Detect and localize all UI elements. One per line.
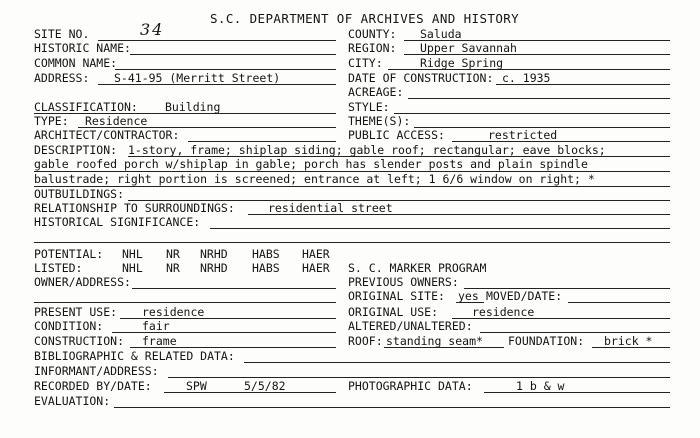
style-rule <box>394 113 670 114</box>
architect-rule <box>188 141 336 142</box>
listed-haer: HAER <box>302 261 330 275</box>
style-label: STYLE: <box>348 100 390 114</box>
address-rule <box>98 84 336 85</box>
address-value: S-41-95 (Merritt Street) <box>114 71 281 85</box>
moved-date-rule <box>568 302 670 303</box>
photographic-rule <box>484 392 670 393</box>
potential-nhl: NHL <box>122 247 143 261</box>
description-line-1: 1-story, frame; shiplap siding; gable roof; rectangular; eave blocks; <box>128 143 606 157</box>
type-label: TYPE: <box>34 114 69 128</box>
construction-value: frame <box>142 334 177 348</box>
acreage-label: ACREAGE: <box>348 85 404 99</box>
condition-label: CONDITION: <box>34 319 104 333</box>
bibliographic-label: BIBLIOGRAPHIC & RELATED DATA: <box>34 349 235 363</box>
relationship-value: residential street <box>268 201 393 215</box>
outbuildings-label: OUTBUILDINGS: <box>34 187 125 201</box>
altered-rule <box>480 332 670 333</box>
city-rule <box>388 69 670 70</box>
original-use-label: ORIGINAL USE: <box>348 305 439 319</box>
owner-label: OWNER/ADDRESS: <box>34 275 131 289</box>
potential-nr: NR <box>166 247 180 261</box>
city-value: Ridge Spring <box>420 56 504 70</box>
classification-label: CLASSIFICATION: <box>34 100 138 114</box>
evaluation-label: EVALUATION: <box>34 394 111 408</box>
county-label: COUNTY: <box>348 27 397 41</box>
listed-habs: HABS <box>252 261 280 275</box>
recorded-date: 5/5/82 <box>244 379 286 393</box>
date-construction-rule <box>496 84 670 85</box>
site-no-label: SITE NO. <box>34 27 90 41</box>
relationship-rule <box>248 214 670 215</box>
significance-label: HISTORICAL SIGNIFICANCE: <box>34 215 201 229</box>
classification-value: Building <box>165 100 221 114</box>
informant-rule <box>168 377 670 378</box>
relationship-label: RELATIONSHIP TO SURROUNDINGS: <box>34 201 235 215</box>
acreage-rule <box>408 98 670 99</box>
description-label: DESCRIPTION: <box>34 143 118 157</box>
common-name-rule <box>115 69 336 70</box>
potential-label: POTENTIAL: <box>34 247 104 261</box>
roof-label: ROOF: <box>348 334 383 348</box>
type-value: Residence <box>85 114 148 128</box>
bibliographic-rule <box>244 362 670 363</box>
original-use-rule <box>452 318 670 319</box>
roof-value: standing seam* <box>386 334 483 348</box>
construction-label: CONSTRUCTION: <box>34 334 125 348</box>
original-site-value: yes <box>458 289 479 303</box>
listed-nr: NR <box>166 261 180 275</box>
date-construction-value: c. 1935 <box>502 71 551 85</box>
original-site-rule <box>456 302 484 303</box>
condition-value: fair <box>142 319 170 333</box>
significance-rule-1 <box>210 228 670 229</box>
potential-haer: HAER <box>302 247 330 261</box>
address-label: ADDRESS: <box>34 71 90 85</box>
listed-nrhd: NRHD <box>200 261 228 275</box>
construction-rule <box>130 347 336 348</box>
date-construction-label: DATE OF CONSTRUCTION: <box>348 71 494 85</box>
previous-owners-label: PREVIOUS OWNERS: <box>348 275 459 289</box>
present-use-value: residence <box>142 305 205 319</box>
description-line-3: balustrade; right portion is screened; entrance at left; 1 6/6 window on right; * <box>34 172 595 186</box>
region-value: Upper Savannah <box>420 41 517 55</box>
site-no-rule <box>98 40 336 41</box>
historic-name-label: HISTORIC NAME: <box>34 41 131 55</box>
common-name-label: COMMON NAME: <box>34 56 118 70</box>
region-label: REGION: <box>348 41 397 55</box>
themes-label: THEME(S): <box>348 114 411 128</box>
informant-label: INFORMANT/ADDRESS: <box>34 364 159 378</box>
potential-habs: HABS <box>252 247 280 261</box>
significance-rule-2 <box>34 242 670 243</box>
county-value: Saluda <box>420 27 462 41</box>
foundation-rule <box>592 347 670 348</box>
present-use-label: PRESENT USE: <box>34 305 118 319</box>
owner-rule <box>132 288 336 289</box>
public-access-rule <box>452 141 670 142</box>
owner-rule-2 <box>34 302 336 303</box>
recorded-rule <box>164 392 336 393</box>
recorded-by: SPW <box>186 379 207 393</box>
photographic-value: 1 b & w <box>516 379 565 393</box>
classification-rule <box>34 113 336 114</box>
city-label: CITY: <box>348 56 383 70</box>
foundation-value: brick * <box>604 334 653 348</box>
form-header: S.C. DEPARTMENT OF ARCHIVES AND HISTORY <box>210 11 520 26</box>
roof-rule <box>384 347 504 348</box>
listed-nhl: NHL <box>122 261 143 275</box>
site-no-value: 34 <box>140 20 165 39</box>
potential-nrhd: NRHD <box>200 247 228 261</box>
marker-program: S. C. MARKER PROGRAM <box>348 261 487 275</box>
public-access-label: PUBLIC ACCESS: <box>348 128 445 142</box>
altered-label: ALTERED/UNALTERED: <box>348 319 473 333</box>
description-rule-3 <box>34 186 670 187</box>
region-rule <box>404 54 670 55</box>
listed-label: LISTED: <box>34 261 83 275</box>
photographic-label: PHOTOGRAPHIC DATA: <box>348 379 473 393</box>
architect-label: ARCHITECT/CONTRACTOR: <box>34 128 180 142</box>
condition-rule <box>112 332 336 333</box>
original-use-value: residence <box>472 305 535 319</box>
evaluation-rule <box>114 407 670 408</box>
description-line-2: gable roofed porch w/shiplap in gable; porch has slender posts and plain spindle <box>34 157 588 171</box>
foundation-label: FOUNDATION: <box>508 334 585 348</box>
moved-date-label: MOVED/DATE: <box>486 289 563 303</box>
public-access-value: restricted <box>488 128 558 142</box>
recorded-label: RECORDED BY/DATE: <box>34 379 152 393</box>
original-site-label: ORIGINAL SITE: <box>348 289 445 303</box>
historic-name-rule <box>130 54 336 55</box>
